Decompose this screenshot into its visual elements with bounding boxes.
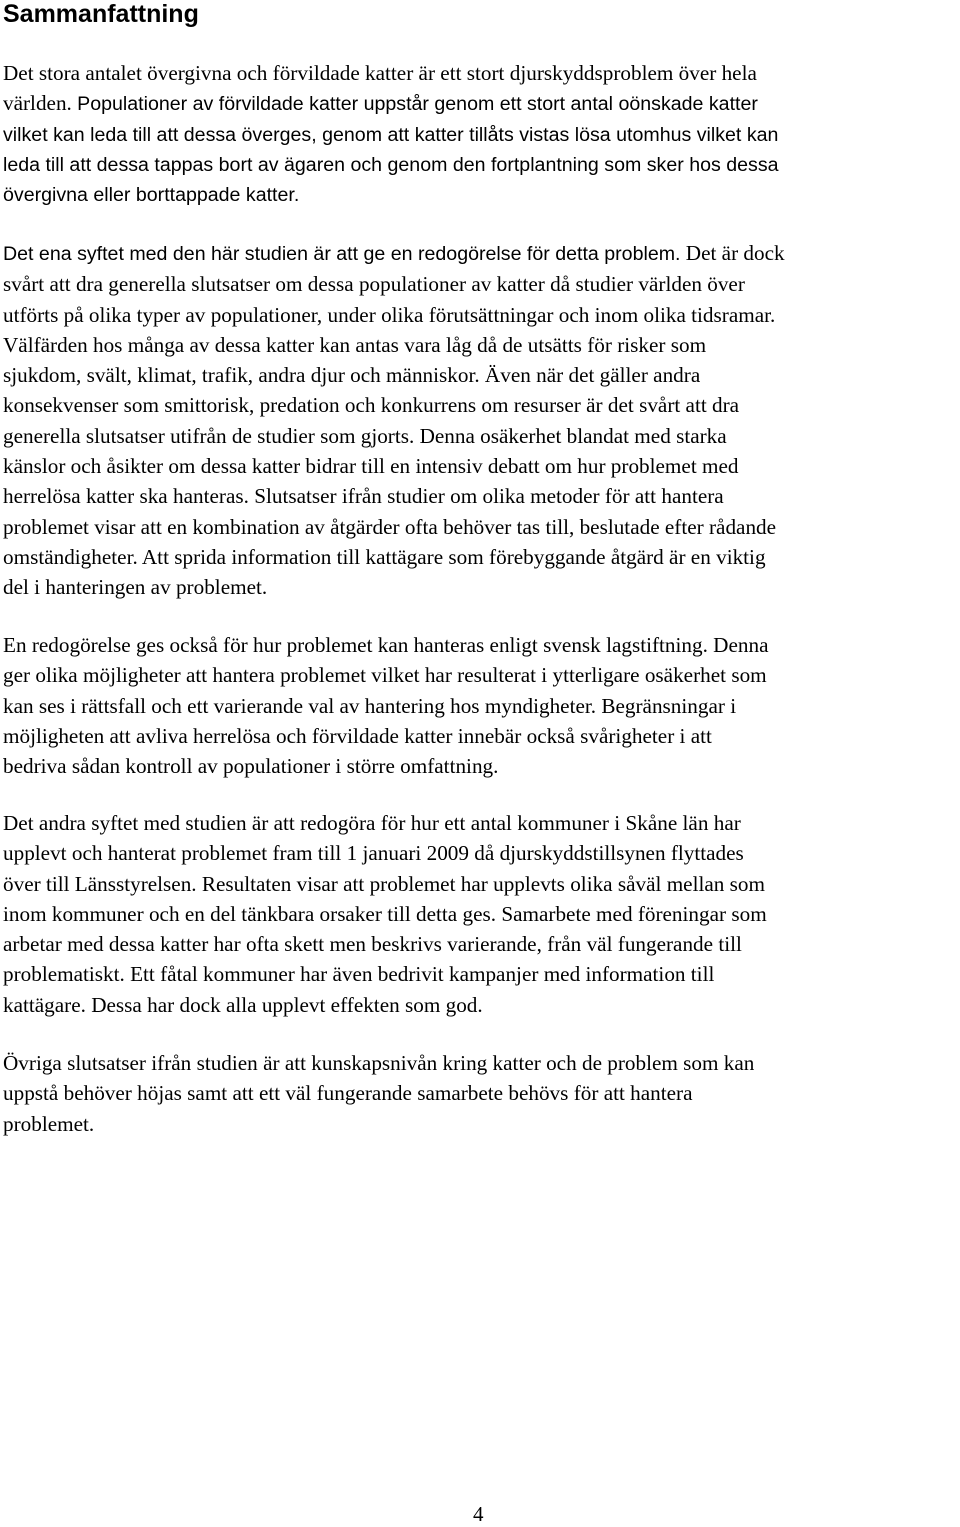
text-line: Det stora antalet övergivna och förvildade katter är ett stort djurskyddsproblem över hela (3, 61, 757, 85)
text-line: Övriga slutsatser ifrån studien är att kunskapsnivån kring katter och de problem som kan (3, 1051, 755, 1075)
paragraph-2 (3, 238, 785, 603)
text-line: leda till att dessa tappas bort av ägaren och genom den fortplantning som sker hos dessa (3, 153, 779, 176)
paragraph-4 (3, 808, 767, 1020)
text-line: En redogörelse ges också för hur problemet kan hanteras enligt svensk lagstiftning. Denna (3, 633, 769, 657)
text-line: problemet. (3, 1111, 95, 1136)
text-line: problemet visar att en kombination av åtgärder ofta behöver tas till, beslutade efter rådande (3, 514, 777, 539)
text-line: del i hanteringen av problemet. (3, 575, 268, 600)
text-line: kattägare. Dessa har dock alla upplevt effekten som god. (3, 992, 483, 1017)
text-line: herrelösa katter ska hanteras. Slutsatser ifrån studier om olika metoder för att hantera (3, 484, 724, 509)
text-line: arbetar med dessa katter har ofta skett men beskrivs varierande, från väl fungerande till (3, 932, 742, 957)
text-line: känslor och åsikter om dessa katter bidrar till en intensiv debatt om hur problemet med (3, 454, 739, 479)
text-line: ger olika möjligheter att hantera problemet vilket har resulterat i ytterligare osäkerhet som (3, 663, 767, 688)
text-segment: Det ena syftet med den här studien är att ge en redogörelse för detta problem. (3, 243, 681, 265)
page-number: 4 (473, 1502, 484, 1526)
text-line: möjligheten att avliva herrelösa och förvildade katter innebär också svårigheter i att (3, 723, 712, 748)
paragraph-3 (3, 630, 768, 781)
text-line: omständigheter. Att sprida information till kattägare som förebyggande åtgärd är en viktig (3, 544, 766, 569)
text-line: generella slutsatser utifrån de studier som gjorts. Denna osäkerhet blandat med starka (3, 423, 727, 448)
text-line: Det andra syftet med studien är att redogöra för hur ett antal kommuner i Skåne län har (3, 811, 741, 835)
text-line: kan ses i rättsfall och ett varierande val av hantering hos myndigheter. Begränsningar i (3, 693, 737, 718)
text-line: svårt att dra generella slutsatser om dessa populationer av katter då studier världen över (3, 272, 745, 297)
text-segment: Populationer av förvildade katter uppstår genom ett stort antal oönskade katter (77, 93, 758, 116)
text-line: upplevt och hanterat problemet fram till 1 januari 2009 då djurskyddstillsynen flyttades (3, 841, 744, 866)
text-line: vilket kan leda till att dessa överges, genom att katter tillåts vistas lösa utomhus vilket kan (3, 123, 779, 146)
text-line (3, 88, 779, 119)
text-line (3, 238, 785, 269)
text-line: över till Länsstyrelsen. Resultaten visar att problemet har upplevts olika såväl mellan som (3, 871, 765, 896)
text-line: problematiskt. Ett fåtal kommuner har även bedrivit kampanjer med information till (3, 962, 715, 987)
text-line: bedriva sådan kontroll av populationer i större omfattning. (3, 754, 499, 779)
paragraph-5 (3, 1048, 754, 1139)
text-line: inom kommuner och en del tänkbara orsaker till detta ges. Samarbete med föreningar som (3, 901, 767, 926)
text-segment: Det är dock (680, 241, 785, 265)
text-line: uppstå behöver höjas samt att ett väl fungerande samarbete behövs för att hantera (3, 1081, 693, 1106)
text-line: sjukdom, svält, klimat, trafik, andra djur och människor. Även när det gäller andra (3, 363, 701, 388)
text-line: övergivna eller borttappade katter. (3, 184, 300, 207)
section-heading: Sammanfattning (3, 0, 199, 28)
paragraph-1 (3, 58, 779, 210)
text-line: konsekvenser som smittorisk, predation och konkurrens om resurser är det svårt att dra (3, 393, 740, 418)
text-line: Välfärden hos många av dessa katter kan antas vara låg då de utsätts för risker som (3, 332, 707, 357)
text-segment: världen. (3, 91, 78, 116)
text-line: utförts på olika typer av populationer, under olika förutsättningar och inom olika tidsramar. (3, 302, 776, 327)
